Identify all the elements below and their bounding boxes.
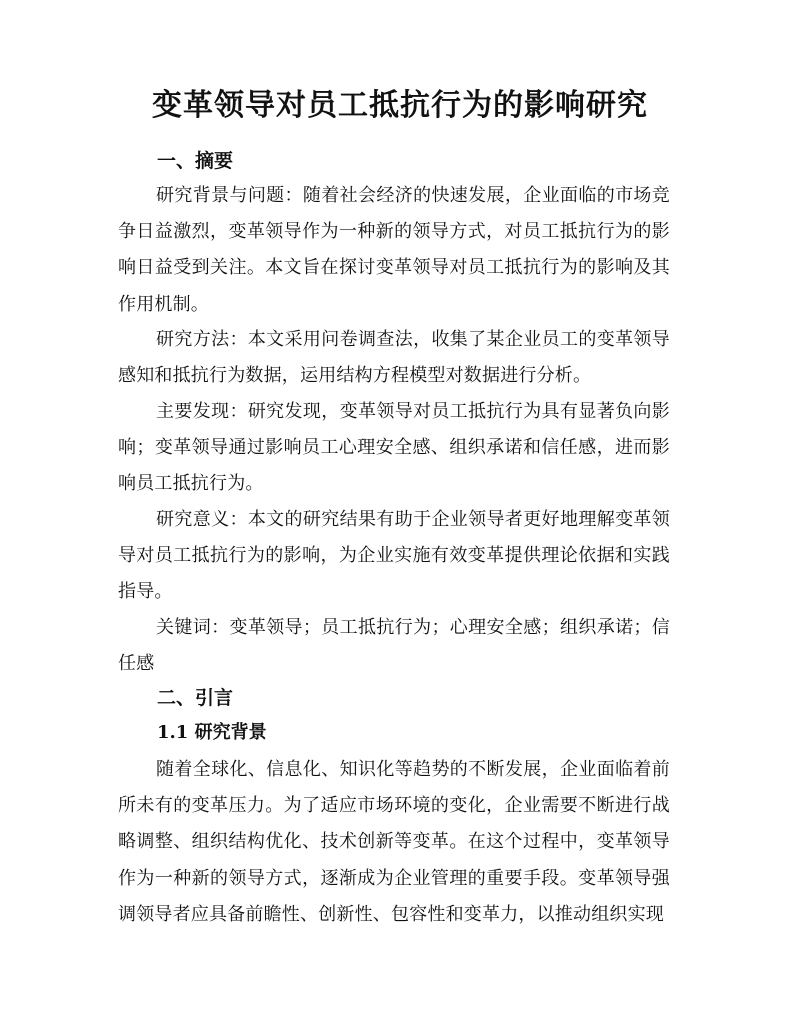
abstract-findings-paragraph: 主要发现：研究发现，变革领导对员工抵抗行为具有显著负向影响；变革领导通过影响员工心理安全感、组织承诺和信任感，进而影响员工抵抗行为。 [118,401,670,495]
abstract-methods-paragraph: 研究方法：本文采用问卷调查法，收集了某企业员工的变革领导感知和抵抗行为数据，运用结构方程模型对数据进行分析。 [118,329,670,387]
abstract-background-paragraph: 研究背景与问题：随着社会经济的快速发展，企业面临的市场竞争日益激烈，变革领导作为一种新的领导方式，对员工抵抗行为的影响日益受到关注。本文旨在探讨变革领导对员工抵抗行为的影响及其作用机制。 [118,185,670,315]
abstract-heading: 一、摘要 [157,150,234,172]
intro-background-paragraph: 随着全球化、信息化、知识化等趋势的不断发展，企业面临着前所未有的变革压力。为了适应市场环境的变化，企业需要不断进行战略调整、组织结构优化、技术创新等变革。在这个过程中，变革领导作为一种新的领导方式，逐渐成为企业管理的重要手段。变革领导强调领导者应具备前瞻性、创新性、包容性和变革力，以推动组织实现 [118,759,670,925]
document-title: 变革领导对员工抵抗行为的影响研究 [152,88,648,123]
intro-heading: 二、引言 [157,687,234,709]
keywords-paragraph: 关键词：变革领导；员工抵抗行为；心理安全感；组织承诺；信任感 [118,617,670,675]
subsection-heading-1-1: 1.1 研究背景 [157,722,267,743]
abstract-significance-paragraph: 研究意义：本文的研究结果有助于企业领导者更好地理解变革领导对员工抵抗行为的影响，为企业实施有效变革提供理论依据和实践指导。 [118,509,670,603]
